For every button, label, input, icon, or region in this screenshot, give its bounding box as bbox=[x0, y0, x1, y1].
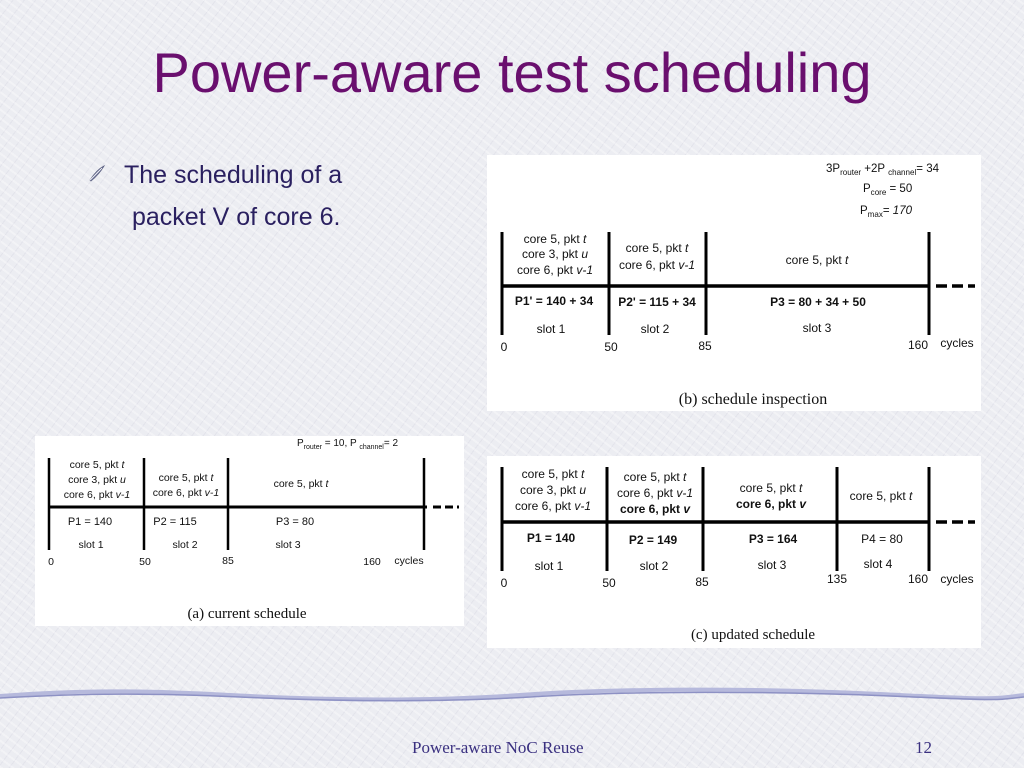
power-slot1: P1 = 140 bbox=[526, 531, 576, 545]
tick-label-160: 160 bbox=[907, 338, 929, 352]
slot1-task-1: core 5, pkt t bbox=[523, 232, 587, 246]
tick-label-135: 135 bbox=[826, 572, 848, 586]
slot2-task-2: core 6, pkt v-1 bbox=[152, 487, 220, 499]
tick-label-0: 0 bbox=[48, 556, 54, 568]
tick-label-85: 85 bbox=[698, 339, 712, 353]
slot1-task-1: core 5, pkt t bbox=[69, 459, 125, 471]
quill-bullet-icon bbox=[88, 164, 106, 182]
slot3-label: slot 3 bbox=[275, 539, 301, 551]
slot2-task-3: core 6, pkt v bbox=[619, 502, 691, 516]
slot2-label: slot 2 bbox=[640, 322, 670, 336]
slot2-task-2: core 6, pkt v-1 bbox=[616, 486, 694, 500]
slot1-task-2: core 3, pkt u bbox=[519, 483, 587, 497]
page-number: 12 bbox=[915, 738, 932, 757]
slot3-task-2: core 6, pkt v bbox=[735, 497, 807, 511]
diagram-updated-schedule bbox=[487, 456, 981, 648]
axis-unit: cycles bbox=[940, 336, 974, 350]
tick-label-160: 160 bbox=[907, 572, 929, 586]
diagram-a-svg bbox=[35, 436, 464, 626]
slot3-task-1: core 5, pkt t bbox=[273, 478, 329, 490]
separator-wave bbox=[0, 686, 1024, 706]
slot3-task-1: core 5, pkt t bbox=[785, 253, 849, 267]
slot3-label: slot 3 bbox=[802, 321, 832, 335]
power-slot4: P4 = 80 bbox=[861, 532, 903, 546]
power-slot2: P2' = 115 + 34 bbox=[618, 295, 696, 309]
slot1-label: slot 1 bbox=[534, 559, 564, 573]
power-slot3: P3 = 80 bbox=[275, 516, 315, 528]
tick-label-160: 160 bbox=[363, 556, 381, 568]
power-note-3: $P_{max}= 170$ bbox=[860, 205, 912, 219]
slot1-task-2: core 3, pkt u bbox=[521, 247, 589, 261]
tick-label-85: 85 bbox=[695, 575, 709, 589]
power-note: $P_{router} = 10$, P $_{channel}$= 2 bbox=[297, 438, 399, 451]
diagram-current-schedule bbox=[35, 436, 464, 626]
tick-label-50: 50 bbox=[602, 576, 616, 590]
slot1-task-3: core 6, pkt v-1 bbox=[63, 489, 131, 501]
slot1-task-3: core 6, pkt v-1 bbox=[516, 263, 594, 277]
power-slot1: P1 = 140 bbox=[67, 516, 113, 528]
slot3-task-1: core 5, pkt t bbox=[739, 481, 803, 495]
slot3-label: slot 3 bbox=[757, 558, 787, 572]
diagram-b-svg bbox=[487, 155, 981, 411]
diagram-schedule-inspection bbox=[487, 155, 981, 411]
power-slot2: P2 = 149 bbox=[628, 533, 678, 547]
caption: (c) updated schedule bbox=[690, 627, 816, 643]
tick-label-0: 0 bbox=[500, 576, 508, 590]
slot1-task-3: core 6, pkt v-1 bbox=[514, 499, 592, 513]
power-slot3: P3 = 80 + 34 + 50 bbox=[770, 295, 866, 309]
power-slot3: P3 = 164 bbox=[748, 532, 798, 546]
axis-unit: cycles bbox=[394, 555, 424, 567]
slot1-label: slot 1 bbox=[78, 539, 104, 551]
tick-label-85: 85 bbox=[222, 555, 234, 567]
slot2-label: slot 2 bbox=[639, 559, 669, 573]
slot2-task-1: core 5, pkt t bbox=[625, 241, 689, 255]
bullet-text-line2: packet V of core 6. bbox=[132, 203, 341, 231]
slot2-task-1: core 5, pkt t bbox=[158, 472, 214, 484]
slot2-task-2: core 6, pkt v-1 bbox=[618, 258, 696, 272]
caption: (b) schedule inspection bbox=[678, 391, 828, 408]
tick-label-50: 50 bbox=[604, 340, 618, 354]
axis-unit: cycles bbox=[940, 572, 974, 586]
tick-label-0: 0 bbox=[500, 340, 508, 354]
footer-text: Power-aware NoC Reuse bbox=[412, 738, 584, 757]
slide-title: Power-aware test scheduling bbox=[152, 41, 872, 104]
slot2-task-1: core 5, pkt t bbox=[623, 470, 687, 484]
slot1-task-1: core 5, pkt t bbox=[521, 467, 585, 481]
power-note-1: $3P_{router} +2P$ $_{channel}$= 34 bbox=[826, 163, 939, 177]
power-note-2: $P_{core} = 50$ bbox=[863, 183, 913, 197]
tick-label-50: 50 bbox=[139, 556, 151, 568]
diagram-c-svg bbox=[487, 456, 981, 648]
power-slot1: P1' = 140 + 34 bbox=[514, 294, 594, 308]
caption: (a) current schedule bbox=[187, 606, 307, 622]
slot4-task-1: core 5, pkt t bbox=[849, 489, 913, 503]
slot1-label: slot 1 bbox=[536, 322, 566, 336]
slot1-task-2: core 3, pkt u bbox=[68, 474, 126, 486]
slot4-label: slot 4 bbox=[863, 557, 893, 571]
power-slot2: P2 = 115 bbox=[153, 516, 197, 528]
bullet-text-line1: The scheduling of a bbox=[124, 161, 343, 189]
slot2-label: slot 2 bbox=[172, 539, 198, 551]
